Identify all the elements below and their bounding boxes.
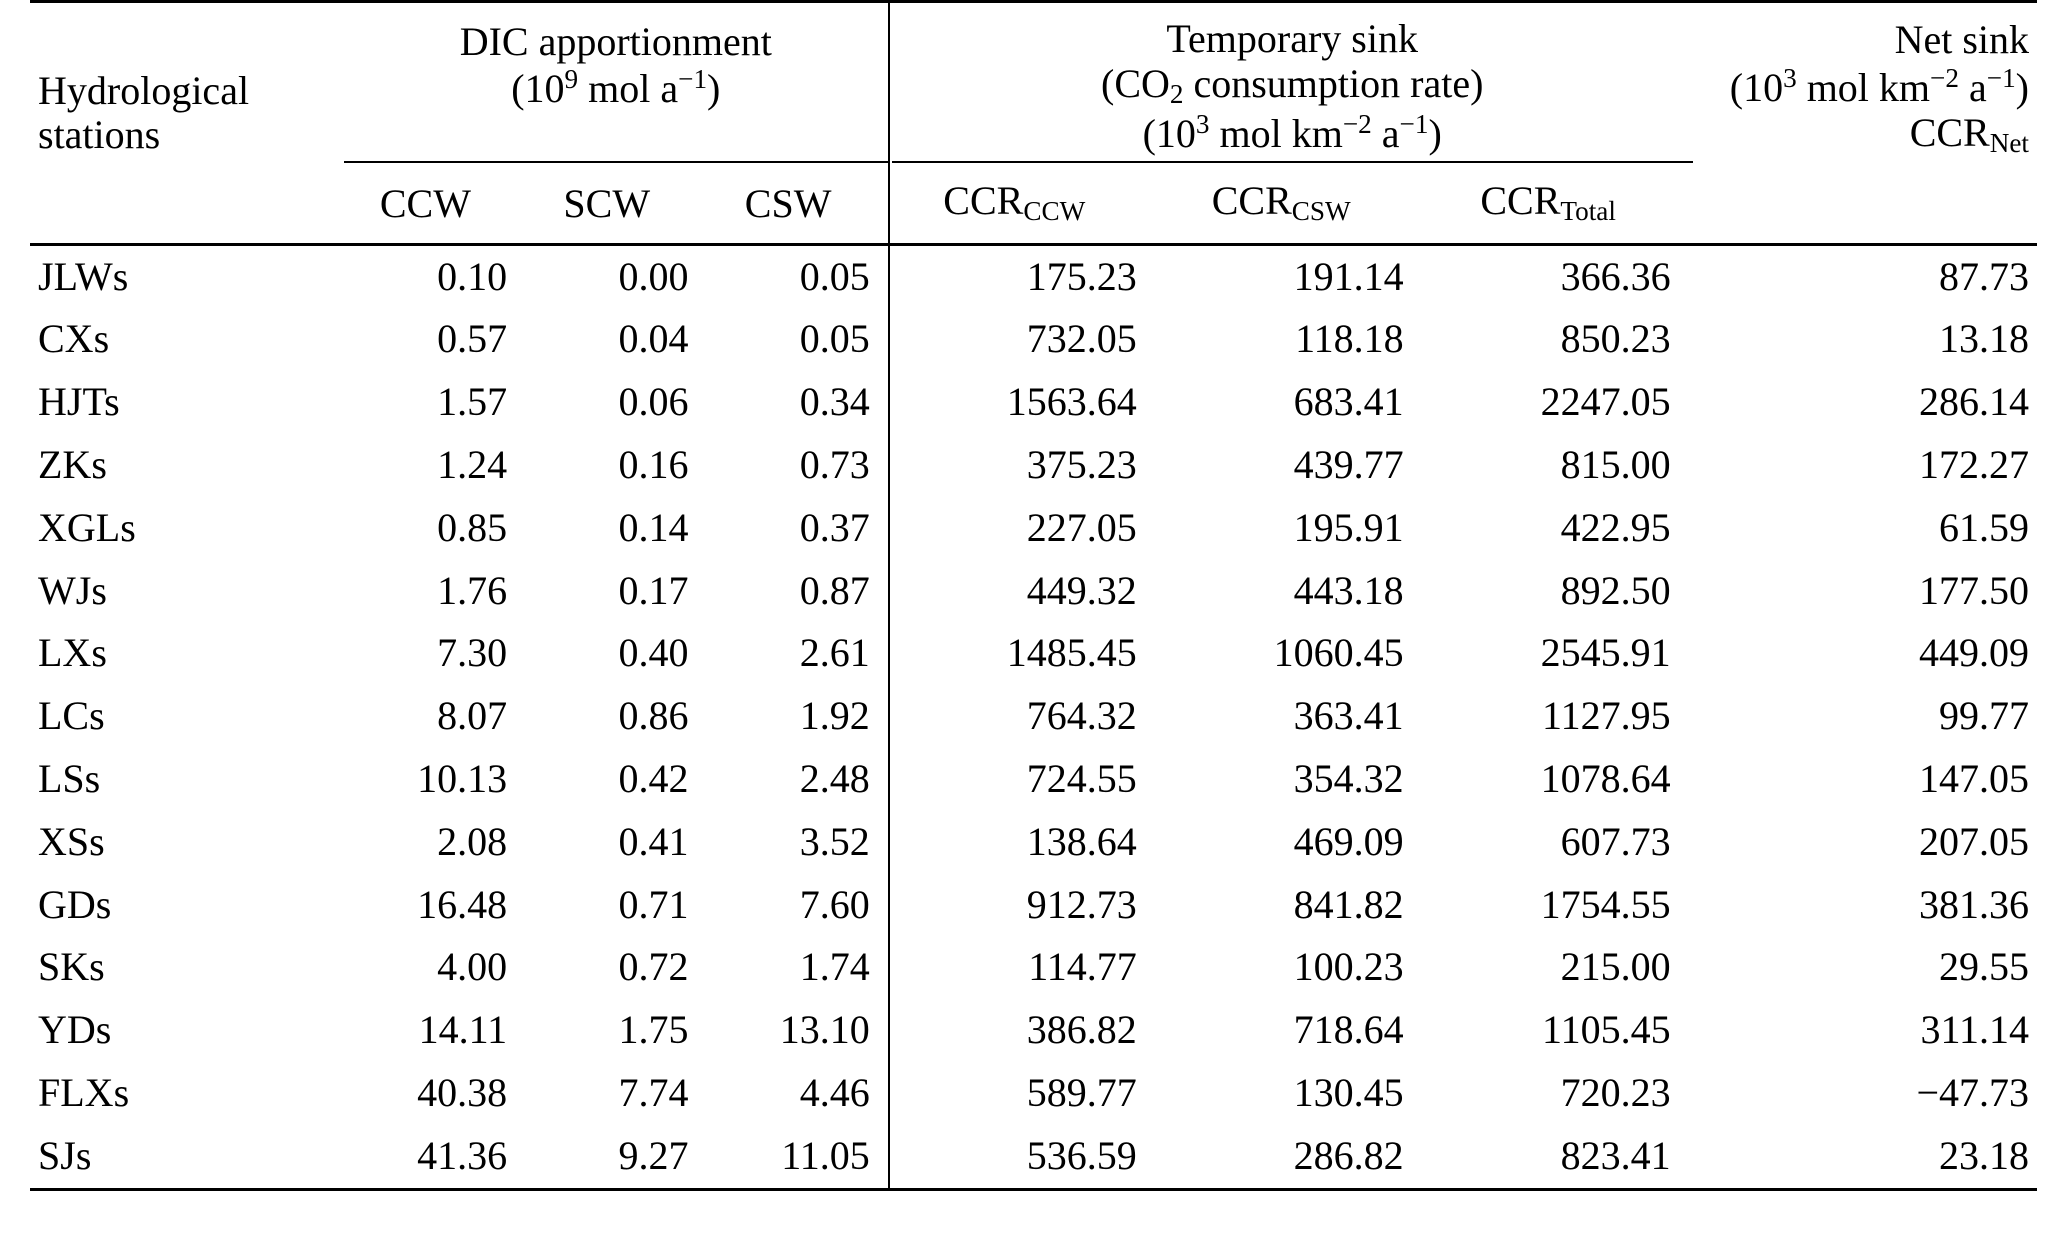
table-row (30, 685, 2037, 748)
cell-net-sink: 61.59 (1939, 504, 2029, 550)
cell-ccw: 0.85 (437, 504, 508, 550)
cell-ccr-csw: 354.32 (1293, 755, 1404, 801)
cell-ccr-csw: 1060.45 (1273, 630, 1404, 676)
cell-ccw: 14.11 (418, 1007, 508, 1053)
table-body (30, 244, 2037, 1189)
cell-scw: 0.16 (618, 441, 689, 487)
cell-csw: 0.34 (799, 379, 870, 425)
header-group-row (30, 2, 2037, 163)
cell-net-sink: −47.73 (1916, 1069, 2029, 1115)
cell-csw: 0.05 (799, 316, 870, 362)
cell-ccr-total: 1127.95 (1542, 693, 1671, 739)
subheader-ccw: CCW (344, 162, 525, 244)
cell-ccr-total: 720.23 (1560, 1069, 1671, 1115)
cell-csw: 1.74 (799, 944, 870, 990)
cell-ccw: 41.36 (344, 1125, 525, 1189)
header-dic-apportionment: DIC apportionment ($10^9$ mol $a^{-1}$) (344, 2, 889, 163)
cell-ccw: 1.57 (437, 379, 508, 425)
cell-scw: 0.40 (618, 630, 689, 676)
cell-ccw: 7.30 (437, 630, 508, 676)
header-sub-row (30, 162, 2037, 244)
cell-csw: 1.92 (799, 693, 870, 739)
cell-csw: 2.48 (799, 755, 870, 801)
cell-csw: 3.52 (799, 818, 870, 864)
cell-ccr-csw: 439.77 (1293, 441, 1404, 487)
cell-ccr-total: 1754.55 (1540, 881, 1671, 927)
cell-ccw: 40.38 (417, 1069, 508, 1115)
table-row (30, 811, 2037, 874)
cell-ccr-total: 607.73 (1560, 818, 1671, 864)
table-row (30, 308, 2037, 371)
header-net-sink: Net sink ($10^3$ mol $km^{-2}$ $a^{-1}$) $CCR_{Net}$ (1693, 2, 2037, 163)
cell-scw: 0.71 (618, 881, 689, 927)
cell-ccr-total: 815.00 (1560, 441, 1671, 487)
header-net-sink-units: ($10^3$ mol $km^{-2}$ $a^{-1}$) (1729, 62, 2029, 110)
cell-station: XGLs (38, 504, 136, 550)
header-temp-sink-sub: ($CO_2$ consumption rate) (1101, 60, 1484, 109)
cell-station: SKs (38, 944, 105, 990)
cell-ccr-total: 823.41 (1426, 1125, 1693, 1189)
cell-ccr-ccw: 114.77 (1028, 944, 1137, 990)
cell-station: CXs (38, 316, 110, 362)
cell-scw: 0.72 (618, 944, 689, 990)
cell-csw: 4.46 (799, 1069, 870, 1115)
cell-net-sink: 172.27 (1919, 441, 2029, 487)
header-temp-sink-units: ($10^3$ mol $km^{-2}$ $a^{-1}$) (1142, 109, 1442, 157)
cell-csw: 0.73 (799, 441, 870, 487)
cell-ccw: 1.24 (437, 441, 508, 487)
cell-station: SJs (30, 1125, 344, 1189)
table-row (30, 434, 2037, 497)
table-row (30, 560, 2037, 623)
cell-ccr-ccw: 227.05 (1026, 504, 1137, 550)
cell-station: LSs (38, 755, 101, 801)
cell-net-sink: 286.14 (1919, 379, 2029, 425)
cell-ccw: 0.10 (344, 244, 525, 308)
cell-ccr-ccw: 449.32 (1026, 567, 1137, 613)
table-row (30, 748, 2037, 811)
cell-ccw: 16.48 (417, 881, 508, 927)
cell-scw: 0.04 (618, 316, 689, 362)
cell-ccr-total: 215.00 (1560, 944, 1671, 990)
cell-ccr-ccw: 175.23 (892, 244, 1159, 308)
cell-station: GDs (38, 881, 112, 927)
cell-station: ZKs (38, 441, 107, 487)
cell-ccr-csw: 469.09 (1293, 818, 1404, 864)
cell-ccr-csw: 195.91 (1293, 504, 1404, 550)
cell-net-sink: 99.77 (1939, 693, 2029, 739)
cell-net-sink: 449.09 (1919, 630, 2029, 676)
cell-csw: 0.05 (706, 244, 888, 308)
cell-ccr-csw: 286.82 (1159, 1125, 1426, 1189)
cell-ccr-ccw: 536.59 (892, 1125, 1159, 1189)
cell-scw: 7.74 (618, 1069, 689, 1115)
cell-csw: 11.05 (706, 1125, 888, 1189)
cell-ccr-total: 1078.64 (1540, 755, 1671, 801)
cell-ccr-ccw: 732.05 (1026, 316, 1137, 362)
cell-ccw: 2.08 (437, 818, 508, 864)
cell-ccr-total: 850.23 (1560, 316, 1671, 362)
cell-ccr-ccw: 375.23 (1026, 441, 1137, 487)
subheader-ccr-csw: $CCR_{CSW}$ (1159, 162, 1426, 244)
cell-ccw: 4.00 (437, 944, 508, 990)
cell-net-sink: 177.50 (1919, 567, 2029, 613)
cell-ccr-ccw: 138.64 (1026, 818, 1137, 864)
table-row (30, 1125, 2037, 1189)
cell-ccr-ccw: 1563.64 (1006, 379, 1137, 425)
header-stations: Hydrological stations (30, 2, 344, 163)
cell-ccr-csw: 130.45 (1293, 1069, 1404, 1115)
cell-ccr-ccw: 912.73 (1026, 881, 1137, 927)
subheader-ccr-ccw: $CCR_{CCW}$ (892, 162, 1159, 244)
table-row (30, 874, 2037, 937)
cell-scw: 9.27 (525, 1125, 706, 1189)
cell-csw: 13.10 (779, 1007, 870, 1053)
table-row (30, 936, 2037, 999)
header-net-sink-symbol: $CCR_{Net}$ (1909, 109, 2029, 158)
table-row (30, 622, 2037, 685)
subheader-spacer (30, 162, 344, 244)
cell-ccw: 10.13 (417, 755, 508, 801)
cell-net-sink: 381.36 (1919, 881, 2029, 927)
cell-ccr-csw: 443.18 (1293, 567, 1404, 613)
cell-ccr-csw: 683.41 (1293, 379, 1404, 425)
cell-ccr-csw: 118.18 (1295, 316, 1404, 362)
cell-ccr-total: 366.36 (1426, 244, 1693, 308)
cell-scw: 0.86 (618, 693, 689, 739)
cell-station: LCs (38, 693, 105, 739)
cell-ccr-ccw: 764.32 (1026, 693, 1137, 739)
cell-scw: 0.42 (618, 755, 689, 801)
cell-csw: 0.87 (799, 567, 870, 613)
results-table (30, 0, 2037, 1191)
table-row (30, 244, 2037, 308)
subheader-ccr-total: $CCR_{Total}$ (1426, 162, 1693, 244)
cell-ccr-ccw: 1485.45 (1006, 630, 1137, 676)
subheader-csw: CSW (706, 162, 888, 244)
cell-ccr-total: 422.95 (1560, 504, 1671, 550)
cell-ccr-total: 2545.91 (1540, 630, 1671, 676)
subheader-spacer-net (1693, 162, 2037, 244)
subheader-scw: SCW (525, 162, 706, 244)
cell-ccw: 8.07 (437, 693, 508, 739)
cell-ccr-csw: 191.14 (1159, 244, 1426, 308)
cell-csw: 7.60 (799, 881, 870, 927)
cell-station: XSs (38, 818, 105, 864)
cell-ccr-csw: 100.23 (1293, 944, 1404, 990)
cell-csw: 0.37 (799, 504, 870, 550)
cell-ccr-csw: 841.82 (1293, 881, 1404, 927)
cell-csw: 2.61 (799, 630, 870, 676)
cell-scw: 1.75 (618, 1007, 689, 1053)
cell-scw: 0.17 (618, 567, 689, 613)
table-row (30, 1062, 2037, 1125)
cell-ccr-csw: 363.41 (1293, 693, 1404, 739)
cell-ccr-csw: 718.64 (1293, 1007, 1404, 1053)
cell-net-sink: 29.55 (1939, 944, 2029, 990)
cell-ccr-total: 2247.05 (1540, 379, 1671, 425)
cell-station: WJs (38, 567, 107, 613)
header-dic-units: ($10^9$ mol $a^{-1}$) (511, 64, 721, 112)
cell-station: JLWs (30, 244, 344, 308)
table-row (30, 999, 2037, 1062)
header-temporary-sink: Temporary sink ($CO_2$ consumption rate) ($10^3$ mol $km^{-2}$ $a^{-1}$) (892, 2, 1693, 163)
cell-station: YDs (38, 1007, 112, 1053)
cell-net-sink: 311.14 (1920, 1007, 2029, 1053)
cell-station: HJTs (38, 379, 120, 425)
cell-ccr-ccw: 589.77 (1026, 1069, 1137, 1115)
table-row (30, 497, 2037, 560)
cell-station: LXs (38, 630, 107, 676)
cell-scw: 0.00 (525, 244, 706, 308)
cell-ccr-total: 1105.45 (1542, 1007, 1671, 1053)
cell-scw: 0.41 (618, 818, 689, 864)
cell-net-sink: 207.05 (1919, 818, 2029, 864)
cell-ccr-ccw: 724.55 (1026, 755, 1137, 801)
cell-station: FLXs (38, 1069, 130, 1115)
cell-scw: 0.06 (618, 379, 689, 425)
cell-net-sink: 13.18 (1939, 316, 2029, 362)
cell-net-sink: 87.73 (1693, 244, 2037, 308)
cell-ccr-total: 892.50 (1560, 567, 1671, 613)
cell-scw: 0.14 (618, 504, 689, 550)
cell-ccr-ccw: 386.82 (1026, 1007, 1137, 1053)
cell-net-sink: 147.05 (1919, 755, 2029, 801)
table-row (30, 371, 2037, 434)
cell-ccw: 0.57 (437, 316, 508, 362)
cell-net-sink: 23.18 (1693, 1125, 2037, 1189)
cell-ccw: 1.76 (437, 567, 508, 613)
